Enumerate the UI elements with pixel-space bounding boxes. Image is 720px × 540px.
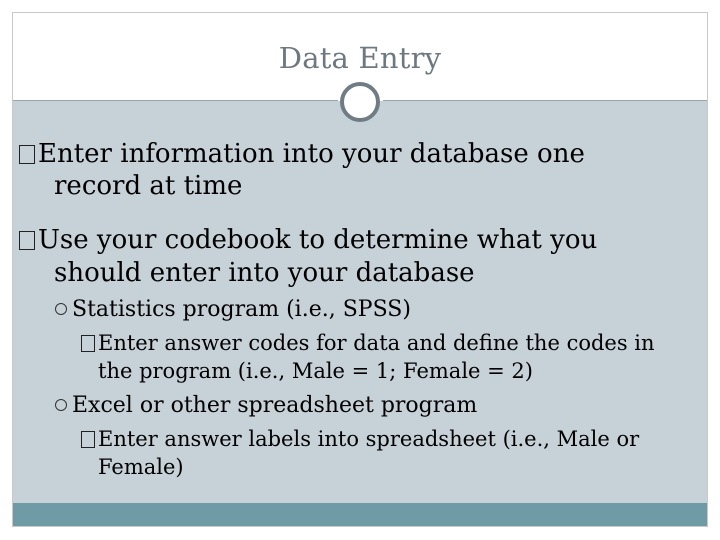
square-bullet-icon — [81, 431, 95, 448]
circle-ornament-icon — [340, 82, 380, 122]
square-bullet-icon — [19, 145, 35, 164]
sub-item-1-line-1: Enter answer codes for data and define the codes in — [98, 331, 655, 355]
sub-item-2-line-1: Enter answer labels into spreadsheet (i.e., Male or — [98, 427, 640, 451]
square-bullet-icon — [81, 335, 95, 352]
sub-item-1 — [81, 331, 655, 355]
bullet-2-line-1: Use your codebook to determine what you — [38, 225, 598, 255]
sub-item-2-line-2: Female) — [98, 455, 184, 479]
sub-item-2 — [81, 427, 639, 451]
bullet-1-line-2: record at time — [54, 171, 243, 201]
sub-bullet-2-label: Excel or other spreadsheet program — [72, 393, 478, 418]
bullet-2-line-2: should enter into your database — [54, 258, 475, 288]
sub-bullet-1-label: Statistics program (i.e., SPSS) — [72, 297, 411, 322]
slide-title: Data Entry — [278, 41, 442, 75]
sub-bullet-1 — [55, 297, 411, 322]
bullet-1-line-1: Enter information into your database one — [38, 139, 585, 169]
bullet-2 — [19, 225, 597, 255]
square-bullet-icon — [19, 231, 35, 250]
circle-bullet-icon — [55, 303, 67, 315]
footer-bar — [13, 503, 707, 526]
sub-item-1-line-2: the program (i.e., Male = 1; Female = 2) — [98, 359, 533, 383]
sub-bullet-2 — [55, 393, 477, 418]
slide-content — [13, 101, 707, 503]
bullet-1 — [19, 139, 585, 169]
circle-bullet-icon — [55, 399, 67, 411]
slide-frame — [12, 12, 708, 527]
